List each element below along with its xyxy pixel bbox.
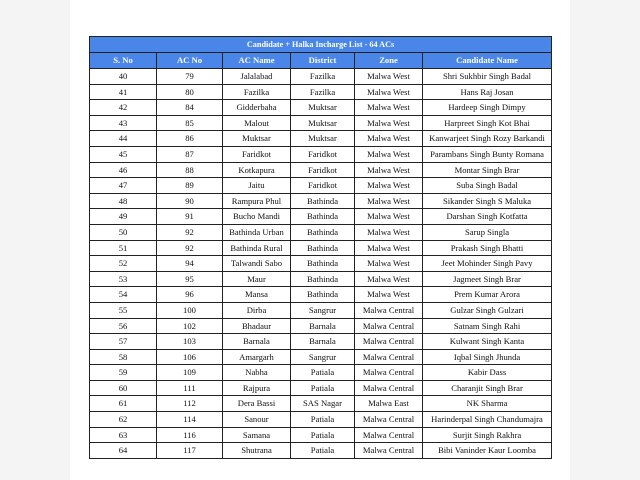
- district-cell: Barnala: [291, 334, 355, 350]
- ac-name-cell: Amargarh: [223, 349, 291, 365]
- district-cell: Patiala: [291, 427, 355, 443]
- ac-name-cell: Jalalabad: [223, 69, 291, 85]
- candidate-name-cell: Montar Singh Brar: [423, 162, 552, 178]
- district-cell: Bathinda: [291, 271, 355, 287]
- zone-cell: Malwa Central: [355, 318, 423, 334]
- candidate-name-cell: Hans Raj Josan: [423, 84, 552, 100]
- candidate-name-cell: Kanwarjeet Singh Rozy Barkandi: [423, 131, 552, 147]
- candidate-name-cell: Suba Singh Badal: [423, 178, 552, 194]
- candidate-name-cell: Surjit Singh Rakhra: [423, 427, 552, 443]
- table-row: [90, 115, 552, 131]
- zone-cell: Malwa Central: [355, 302, 423, 318]
- sno-cell: 60: [90, 380, 157, 396]
- ac-no-cell: 88: [157, 162, 223, 178]
- candidate-name-cell: Iqbal Singh Jhunda: [423, 349, 552, 365]
- district-cell: Muktsar: [291, 100, 355, 116]
- column-header: S. No: [90, 53, 157, 69]
- ac-no-cell: 106: [157, 349, 223, 365]
- district-cell: Muktsar: [291, 131, 355, 147]
- ac-no-cell: 85: [157, 115, 223, 131]
- ac-name-cell: Bathinda Urban: [223, 224, 291, 240]
- table-row: [90, 318, 552, 334]
- zone-cell: Malwa Central: [355, 380, 423, 396]
- candidate-name-cell: Harpreet Singh Kot Bhai: [423, 115, 552, 131]
- zone-cell: Malwa Central: [355, 365, 423, 381]
- zone-cell: Malwa West: [355, 146, 423, 162]
- sno-cell: 63: [90, 427, 157, 443]
- sno-cell: 52: [90, 256, 157, 272]
- sno-cell: 41: [90, 84, 157, 100]
- district-cell: Muktsar: [291, 115, 355, 131]
- zone-cell: Malwa West: [355, 209, 423, 225]
- table-row: [90, 349, 552, 365]
- candidate-name-cell: Kabir Dass: [423, 365, 552, 381]
- zone-cell: Malwa Central: [355, 334, 423, 350]
- sno-cell: 58: [90, 349, 157, 365]
- zone-cell: Malwa East: [355, 396, 423, 412]
- district-cell: Bathinda: [291, 240, 355, 256]
- ac-no-cell: 90: [157, 193, 223, 209]
- ac-no-cell: 114: [157, 412, 223, 428]
- ac-no-cell: 96: [157, 287, 223, 303]
- ac-no-cell: 102: [157, 318, 223, 334]
- ac-no-cell: 112: [157, 396, 223, 412]
- table-row: [90, 209, 552, 225]
- candidate-name-cell: NK Sharma: [423, 396, 552, 412]
- zone-cell: Malwa West: [355, 84, 423, 100]
- district-cell: Sangrur: [291, 302, 355, 318]
- ac-name-cell: Muktsar: [223, 131, 291, 147]
- column-header: Zone: [355, 53, 423, 69]
- sno-cell: 64: [90, 443, 157, 459]
- candidate-name-cell: Prakash Singh Bhatti: [423, 240, 552, 256]
- district-cell: Faridkot: [291, 178, 355, 194]
- candidate-name-cell: Parambans Singh Bunty Romana: [423, 146, 552, 162]
- candidate-name-cell: Prem Kumar Arora: [423, 287, 552, 303]
- table-row: [90, 412, 552, 428]
- ac-no-cell: 87: [157, 146, 223, 162]
- ac-no-cell: 92: [157, 240, 223, 256]
- district-cell: Patiala: [291, 380, 355, 396]
- district-cell: Bathinda: [291, 256, 355, 272]
- ac-name-cell: Gidderbaha: [223, 100, 291, 116]
- candidate-name-cell: Gulzar Singh Gulzari: [423, 302, 552, 318]
- ac-no-cell: 103: [157, 334, 223, 350]
- table-row: [90, 380, 552, 396]
- sno-cell: 61: [90, 396, 157, 412]
- column-header: District: [291, 53, 355, 69]
- district-cell: Bathinda: [291, 287, 355, 303]
- table-row: [90, 224, 552, 240]
- candidate-table: [89, 36, 552, 459]
- zone-cell: Malwa West: [355, 131, 423, 147]
- zone-cell: Malwa West: [355, 100, 423, 116]
- table-row: [90, 256, 552, 272]
- district-cell: Barnala: [291, 318, 355, 334]
- candidate-name-cell: Kulwant Singh Kanta: [423, 334, 552, 350]
- zone-cell: Malwa West: [355, 178, 423, 194]
- column-header: AC Name: [223, 53, 291, 69]
- sno-cell: 53: [90, 271, 157, 287]
- ac-name-cell: Bhadaur: [223, 318, 291, 334]
- ac-name-cell: Fazilka: [223, 84, 291, 100]
- candidate-name-cell: Satnam Singh Rahi: [423, 318, 552, 334]
- table-row: [90, 443, 552, 459]
- table-body: [90, 69, 552, 459]
- table-row: [90, 240, 552, 256]
- table-row: [90, 162, 552, 178]
- district-cell: SAS Nagar: [291, 396, 355, 412]
- ac-name-cell: Maur: [223, 271, 291, 287]
- ac-name-cell: Kotkapura: [223, 162, 291, 178]
- table-header-row: [90, 53, 552, 69]
- district-cell: Bathinda: [291, 193, 355, 209]
- table-row: [90, 146, 552, 162]
- ac-no-cell: 100: [157, 302, 223, 318]
- column-header: Candidate Name: [423, 53, 552, 69]
- ac-name-cell: Shutrana: [223, 443, 291, 459]
- zone-cell: Malwa West: [355, 271, 423, 287]
- sno-cell: 45: [90, 146, 157, 162]
- column-header: AC No: [157, 53, 223, 69]
- sno-cell: 56: [90, 318, 157, 334]
- table-row: [90, 427, 552, 443]
- ac-name-cell: Nabha: [223, 365, 291, 381]
- ac-no-cell: 117: [157, 443, 223, 459]
- zone-cell: Malwa West: [355, 193, 423, 209]
- zone-cell: Malwa West: [355, 256, 423, 272]
- candidate-name-cell: Hardeep Singh Dimpy: [423, 100, 552, 116]
- district-cell: Faridkot: [291, 162, 355, 178]
- zone-cell: Malwa West: [355, 162, 423, 178]
- district-cell: Bathinda: [291, 224, 355, 240]
- table-row: [90, 287, 552, 303]
- table-row: [90, 302, 552, 318]
- table-title-row: [90, 37, 552, 53]
- sno-cell: 50: [90, 224, 157, 240]
- district-cell: Sangrur: [291, 349, 355, 365]
- zone-cell: Malwa West: [355, 224, 423, 240]
- ac-no-cell: 91: [157, 209, 223, 225]
- sno-cell: 55: [90, 302, 157, 318]
- candidate-name-cell: Jagmeet Singh Brar: [423, 271, 552, 287]
- candidate-name-cell: Darshan Singh Kotfatta: [423, 209, 552, 225]
- candidate-name-cell: Shri Sukhbir Singh Badal: [423, 69, 552, 85]
- table-row: [90, 84, 552, 100]
- table-row: [90, 178, 552, 194]
- candidate-name-cell: Jeet Mohinder Singh Pavy: [423, 256, 552, 272]
- zone-cell: Malwa Central: [355, 349, 423, 365]
- sno-cell: 48: [90, 193, 157, 209]
- ac-no-cell: 80: [157, 84, 223, 100]
- district-cell: Fazilka: [291, 84, 355, 100]
- sno-cell: 47: [90, 178, 157, 194]
- ac-name-cell: Bathinda Rural: [223, 240, 291, 256]
- candidate-name-cell: Sarup Singla: [423, 224, 552, 240]
- ac-no-cell: 116: [157, 427, 223, 443]
- table-row: [90, 334, 552, 350]
- zone-cell: Malwa Central: [355, 412, 423, 428]
- ac-no-cell: 84: [157, 100, 223, 116]
- ac-name-cell: Bucho Mandi: [223, 209, 291, 225]
- table-title: Candidate + Halka Incharge List - 64 ACs: [90, 37, 552, 53]
- candidate-name-cell: Bibi Vaninder Kaur Loomba: [423, 443, 552, 459]
- table-row: [90, 193, 552, 209]
- ac-name-cell: Rajpura: [223, 380, 291, 396]
- ac-no-cell: 79: [157, 69, 223, 85]
- ac-no-cell: 111: [157, 380, 223, 396]
- table-row: [90, 131, 552, 147]
- table-row: [90, 365, 552, 381]
- ac-name-cell: Samana: [223, 427, 291, 443]
- district-cell: Patiala: [291, 365, 355, 381]
- ac-name-cell: Barnala: [223, 334, 291, 350]
- ac-no-cell: 89: [157, 178, 223, 194]
- zone-cell: Malwa West: [355, 287, 423, 303]
- sno-cell: 62: [90, 412, 157, 428]
- district-cell: Patiala: [291, 443, 355, 459]
- sno-cell: 42: [90, 100, 157, 116]
- sno-cell: 46: [90, 162, 157, 178]
- ac-no-cell: 86: [157, 131, 223, 147]
- ac-no-cell: 92: [157, 224, 223, 240]
- ac-name-cell: Faridkot: [223, 146, 291, 162]
- sno-cell: 59: [90, 365, 157, 381]
- district-cell: Fazilka: [291, 69, 355, 85]
- candidate-name-cell: Sikander Singh S Maluka: [423, 193, 552, 209]
- ac-name-cell: Dera Bassi: [223, 396, 291, 412]
- district-cell: Patiala: [291, 412, 355, 428]
- table-row: [90, 271, 552, 287]
- sno-cell: 57: [90, 334, 157, 350]
- ac-name-cell: Rampura Phul: [223, 193, 291, 209]
- ac-name-cell: Dirba: [223, 302, 291, 318]
- ac-no-cell: 109: [157, 365, 223, 381]
- sno-cell: 51: [90, 240, 157, 256]
- ac-name-cell: Malout: [223, 115, 291, 131]
- ac-no-cell: 95: [157, 271, 223, 287]
- zone-cell: Malwa West: [355, 115, 423, 131]
- table-row: [90, 100, 552, 116]
- candidate-name-cell: Charanjit Singh Brar: [423, 380, 552, 396]
- table-row: [90, 396, 552, 412]
- sno-cell: 43: [90, 115, 157, 131]
- candidate-name-cell: Harinderpal Singh Chandumajra: [423, 412, 552, 428]
- ac-no-cell: 94: [157, 256, 223, 272]
- district-cell: Bathinda: [291, 209, 355, 225]
- zone-cell: Malwa Central: [355, 427, 423, 443]
- ac-name-cell: Mansa: [223, 287, 291, 303]
- sno-cell: 44: [90, 131, 157, 147]
- table-row: [90, 69, 552, 85]
- ac-name-cell: Talwandi Sabo: [223, 256, 291, 272]
- sno-cell: 49: [90, 209, 157, 225]
- sno-cell: 54: [90, 287, 157, 303]
- district-cell: Faridkot: [291, 146, 355, 162]
- sno-cell: 40: [90, 69, 157, 85]
- ac-name-cell: Sanour: [223, 412, 291, 428]
- zone-cell: Malwa West: [355, 69, 423, 85]
- zone-cell: Malwa West: [355, 240, 423, 256]
- zone-cell: Malwa Central: [355, 443, 423, 459]
- ac-name-cell: Jaitu: [223, 178, 291, 194]
